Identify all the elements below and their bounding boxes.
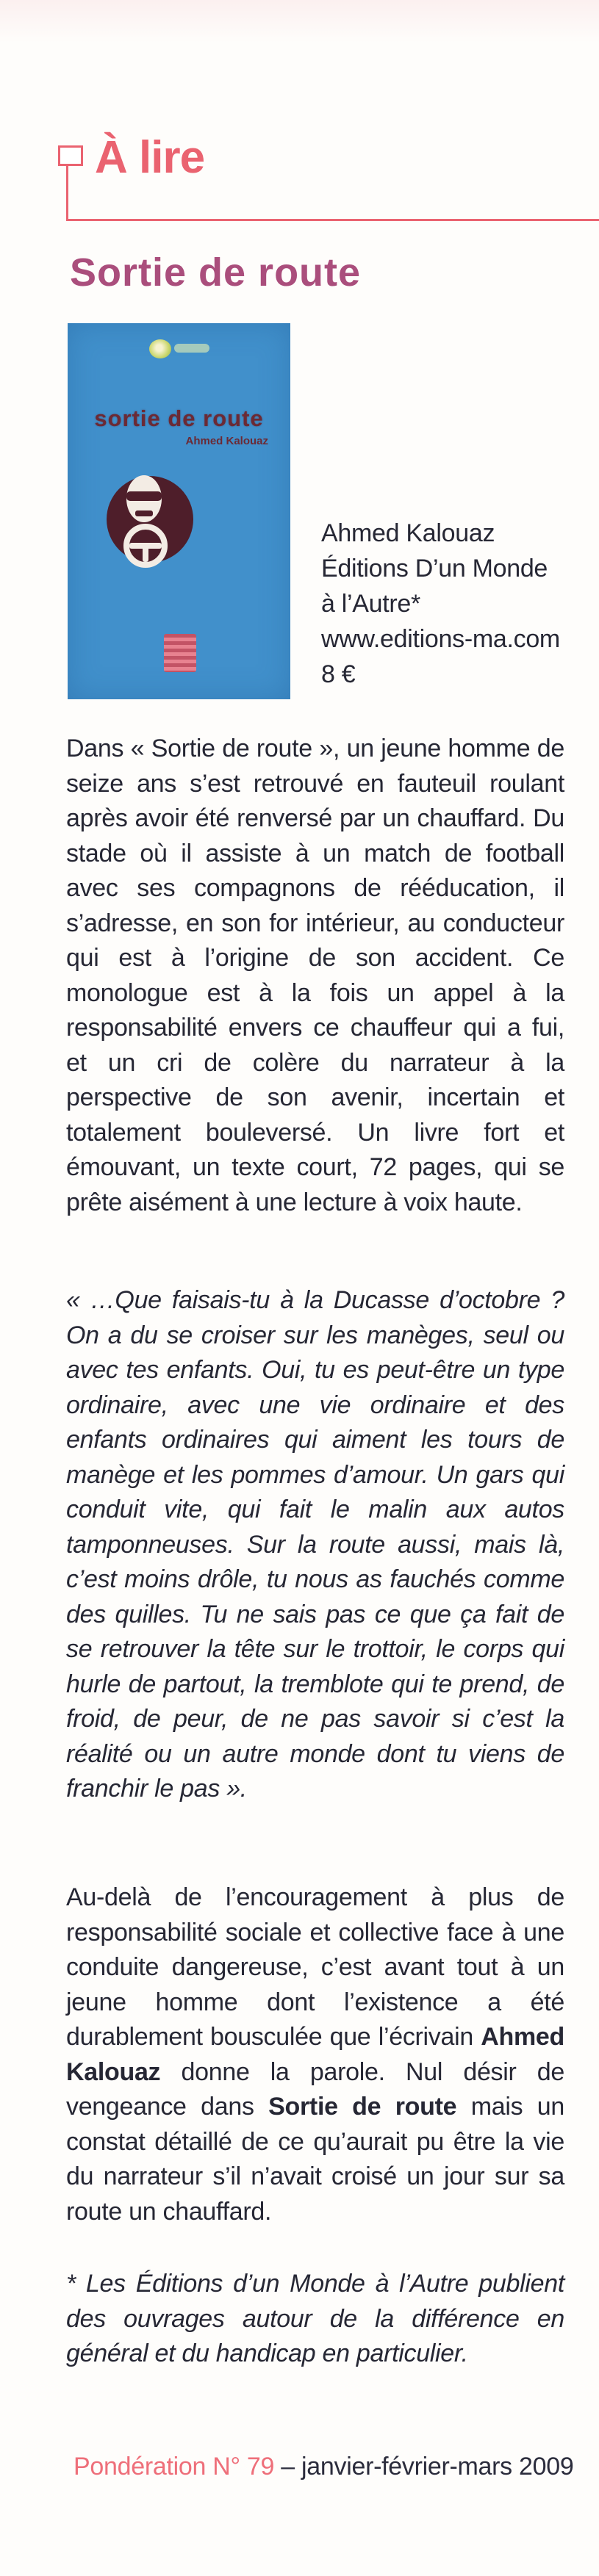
publisher-logo-icon (149, 339, 171, 358)
section-marker-vertical-line (66, 164, 68, 220)
intro-paragraph: Dans « Sortie de route », un jeune homme de seize ans s’est retrouvé en fauteuil roulant après avoir été renversé par un chauffard. Du stade où il assiste à un match de football avec ses compagnons de rééducation, il s’adresse, en son for intérieur, au conducteur qui est à l’origine de son accident. Ce monologue est à la fois un appel à la responsabilité envers ce chauffeur qui a fui, et un cri de colère du narrateur à la perspective de son avenir, incertain et totalement bouleversé. Un livre fort et émouvant, un texte court, 72 pages, qui se prête aisément à une lecture à voix haute. (66, 735, 564, 1216)
book-info-block (321, 516, 586, 692)
glasses-band (126, 491, 162, 501)
section-divider-line (66, 219, 599, 221)
section-title: À lire (95, 132, 205, 183)
book-excerpt-quote: « …Que faisais-tu à la Ducasse d’octobre ? On a du se croiser sur les manèges, seul ou avec tes enfants. Oui, tu es peut-être un type ordinaire, avec une vie ordinaire et des enfants ordinaires qui aiment les tours de manège et les pommes d’amour. Un gars qui conduit vite, qui fait le malin aux autos tamponneuses. Sur la route aussi, mais là, c’est moins drôle, tu nous as fauchés comme des quilles. Tu ne sais pas ce que ça fait de se retrouver la tête sur le trottoir, le corps qui hurle de partout, la tremblote qui te prend, de froid, de peur, de ne pas savoir si c’est la réalité ou un autre monde dont tu viens de franchir le pas ». (66, 1286, 564, 1803)
page-footer (73, 2450, 588, 2483)
book-publisher-line-2: à l’Autre* (321, 590, 420, 618)
book-title-bold: Sortie de route (268, 2093, 457, 2121)
library-stamp (164, 634, 196, 672)
cover-book-title: sortie de route (94, 405, 264, 431)
steering-wheel-spoke (143, 546, 148, 562)
mouth (135, 510, 153, 516)
book-author-line: Ahmed Kalouaz (321, 519, 495, 547)
commentary-text: mais un constat détaillé de ce qu’aurait pu être la vie du narrateur s’il n’avait croisé un jour sur sa route un chauffard. (66, 2093, 564, 2226)
publisher-footnote: * Les Éditions d’un Monde à l’Autre publient des ouvrages autour de la différence en général et du handicap en particulier. (66, 2270, 564, 2367)
article-title: Sortie de route (70, 250, 362, 295)
driver-portrait-illustration (97, 466, 207, 577)
publisher-logo-text-blur (174, 344, 209, 353)
cover-book-author: Ahmed Kalouaz (185, 435, 268, 447)
scan-artifact-tint (0, 0, 599, 43)
commentary-paragraph (66, 1880, 564, 2229)
author-name-bold: Ahmed Kalouaz (66, 2023, 564, 2086)
book-publisher-website: www.editions-ma.com (321, 625, 560, 653)
section-marker-square-icon (58, 145, 83, 166)
publisher-logo (149, 339, 211, 358)
book-price: 8 € (321, 660, 356, 688)
issue-date: – janvier-février-mars 2009 (274, 2453, 574, 2481)
book-cover (68, 323, 290, 699)
commentary-text: Au-delà de l’encouragement à plus de responsabilité sociale et collective face à une conduite dangereuse, c’est avant tout à un jeune homme dont l’existence a été durablement bousculée que l’écrivain (66, 1883, 564, 2051)
commentary-text: donne la parole. Nul désir de vengeance dans (66, 2057, 564, 2121)
journal-name: Pondération N° 79 (73, 2453, 275, 2481)
book-publisher-line-1: Éditions D’un Monde (321, 555, 548, 582)
